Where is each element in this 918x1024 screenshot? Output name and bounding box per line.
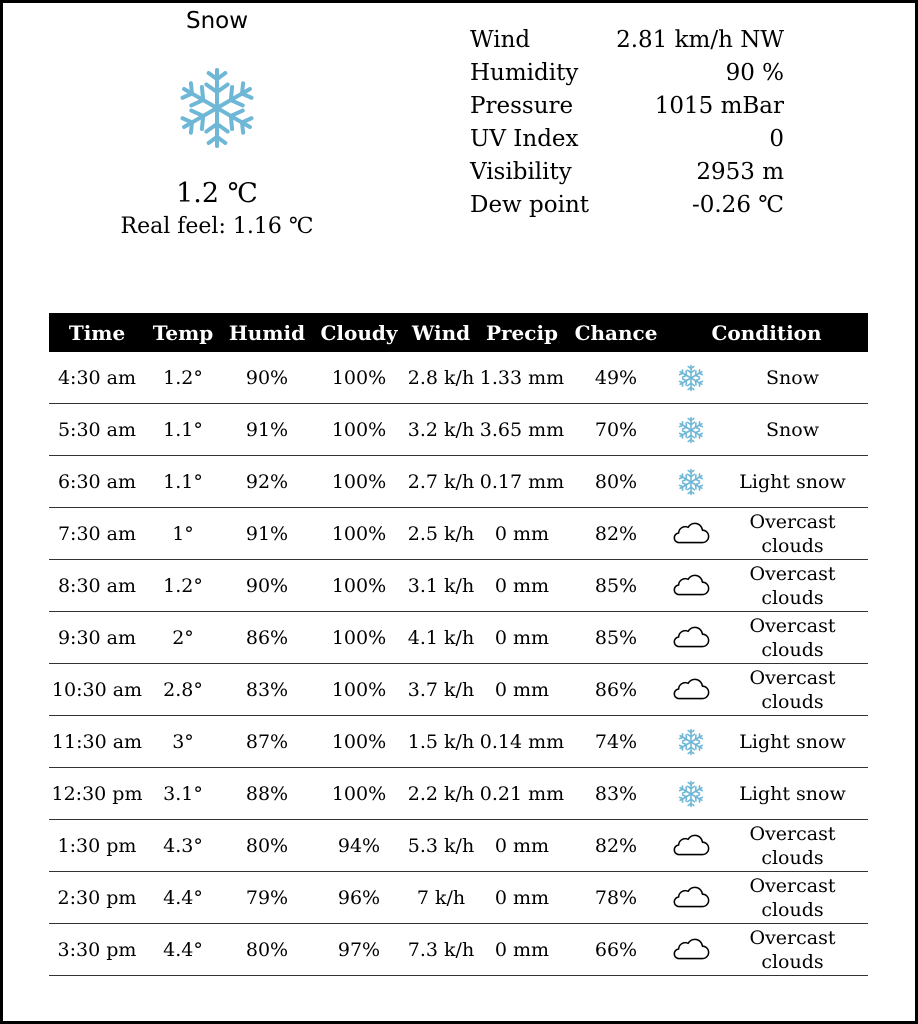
header-precip: Precip	[477, 313, 567, 352]
detail-row-wind	[470, 24, 784, 57]
cloud-icon	[671, 881, 711, 915]
table-row	[49, 404, 868, 456]
cell-icon	[665, 404, 717, 456]
snow-icon	[175, 66, 259, 150]
cell-precip: 0 mm	[477, 664, 567, 716]
cell-precip: 3.65 mm	[477, 404, 567, 456]
cell-icon	[665, 612, 717, 664]
header-time: Time	[49, 313, 145, 352]
detail-label: Dew point	[470, 192, 590, 218]
header-condition: Condition	[665, 313, 868, 352]
cell-cloudy: 100%	[313, 404, 405, 456]
cell-cloudy: 100%	[313, 664, 405, 716]
cell-humid: 80%	[221, 924, 313, 976]
cell-wind: 2.7 k/h	[405, 456, 477, 508]
detail-value: 0	[769, 126, 784, 152]
detail-label: Humidity	[470, 60, 579, 86]
detail-row-pressure	[470, 90, 784, 123]
cell-chance: 78%	[567, 872, 665, 924]
cell-precip: 0 mm	[477, 508, 567, 560]
table-row	[49, 924, 868, 976]
cell-chance: 85%	[567, 560, 665, 612]
header-chance: Chance	[567, 313, 665, 352]
cell-humid: 80%	[221, 820, 313, 872]
hourly-forecast-table	[49, 313, 868, 976]
cell-icon	[665, 456, 717, 508]
cell-temp: 4.3°	[145, 820, 221, 872]
cell-wind: 7 k/h	[405, 872, 477, 924]
cell-cloudy: 100%	[313, 352, 405, 404]
cell-humid: 91%	[221, 404, 313, 456]
table-row	[49, 716, 868, 768]
cell-icon	[665, 924, 717, 976]
cell-precip: 0.17 mm	[477, 456, 567, 508]
details-panel	[470, 24, 784, 222]
header-humid: Humid	[221, 313, 313, 352]
table-row	[49, 612, 868, 664]
cell-chance: 80%	[567, 456, 665, 508]
cell-humid: 90%	[221, 352, 313, 404]
cell-chance: 82%	[567, 820, 665, 872]
cell-chance: 66%	[567, 924, 665, 976]
cell-cloudy: 100%	[313, 508, 405, 560]
cell-condition: Overcast clouds	[717, 612, 868, 664]
cell-icon	[665, 768, 717, 820]
snow-icon	[677, 728, 705, 756]
cell-temp: 1.1°	[145, 456, 221, 508]
cell-condition: Overcast clouds	[717, 508, 868, 560]
cell-precip: 0.21 mm	[477, 768, 567, 820]
cell-chance: 74%	[567, 716, 665, 768]
detail-value: 1015 mBar	[654, 93, 784, 119]
cell-cloudy: 96%	[313, 872, 405, 924]
cell-condition: Light snow	[717, 768, 868, 820]
cell-icon	[665, 872, 717, 924]
cell-time: 10:30 am	[49, 664, 145, 716]
cell-time: 4:30 am	[49, 352, 145, 404]
cell-temp: 3.1°	[145, 768, 221, 820]
cell-humid: 79%	[221, 872, 313, 924]
cell-wind: 2.8 k/h	[405, 352, 477, 404]
cell-wind: 1.5 k/h	[405, 716, 477, 768]
cell-humid: 86%	[221, 612, 313, 664]
cell-humid: 87%	[221, 716, 313, 768]
detail-value: 2953 m	[696, 159, 784, 185]
cell-cloudy: 97%	[313, 924, 405, 976]
cell-cloudy: 94%	[313, 820, 405, 872]
cell-temp: 2°	[145, 612, 221, 664]
cell-cloudy: 100%	[313, 768, 405, 820]
cell-time: 9:30 am	[49, 612, 145, 664]
cell-temp: 1.2°	[145, 560, 221, 612]
cell-chance: 83%	[567, 768, 665, 820]
snow-icon	[677, 364, 705, 392]
cell-time: 11:30 am	[49, 716, 145, 768]
cell-icon	[665, 560, 717, 612]
cell-icon	[665, 352, 717, 404]
table-row	[49, 820, 868, 872]
table-row	[49, 872, 868, 924]
detail-label: Pressure	[470, 93, 574, 119]
detail-row-uv-index	[470, 123, 784, 156]
detail-row-visibility	[470, 156, 784, 189]
cloud-icon	[671, 829, 711, 863]
cloud-icon	[671, 517, 711, 551]
cell-cloudy: 100%	[313, 560, 405, 612]
cell-condition: Overcast clouds	[717, 924, 868, 976]
cell-condition: Overcast clouds	[717, 872, 868, 924]
cell-humid: 88%	[221, 768, 313, 820]
table-row	[49, 768, 868, 820]
table-row	[49, 560, 868, 612]
cell-precip: 1.33 mm	[477, 352, 567, 404]
cell-temp: 4.4°	[145, 924, 221, 976]
cell-temp: 2.8°	[145, 664, 221, 716]
header-temp: Temp	[145, 313, 221, 352]
current-condition-label: Snow	[185, 8, 249, 34]
cell-temp: 1.2°	[145, 352, 221, 404]
header-cloudy: Cloudy	[313, 313, 405, 352]
cell-temp: 3°	[145, 716, 221, 768]
real-feel: Real feel: 1.16 ℃	[120, 214, 314, 239]
table-row	[49, 664, 868, 716]
cell-wind: 7.3 k/h	[405, 924, 477, 976]
current-conditions	[100, 6, 334, 242]
cell-time: 1:30 pm	[49, 820, 145, 872]
cell-humid: 90%	[221, 560, 313, 612]
cell-precip: 0.14 mm	[477, 716, 567, 768]
detail-value: -0.26 ℃	[691, 192, 784, 218]
cell-time: 7:30 am	[49, 508, 145, 560]
cloud-icon	[671, 933, 711, 967]
cell-condition: Snow	[717, 404, 868, 456]
snow-icon	[677, 416, 705, 444]
cell-wind: 2.2 k/h	[405, 768, 477, 820]
detail-label: UV Index	[470, 126, 579, 152]
detail-label: Wind	[470, 27, 531, 53]
cell-wind: 4.1 k/h	[405, 612, 477, 664]
cell-condition: Overcast clouds	[717, 560, 868, 612]
cell-condition: Light snow	[717, 456, 868, 508]
cell-time: 2:30 pm	[49, 872, 145, 924]
cell-wind: 3.2 k/h	[405, 404, 477, 456]
cell-temp: 1°	[145, 508, 221, 560]
cell-condition: Light snow	[717, 716, 868, 768]
cell-time: 6:30 am	[49, 456, 145, 508]
cell-wind: 5.3 k/h	[405, 820, 477, 872]
cell-precip: 0 mm	[477, 924, 567, 976]
cloud-icon	[671, 673, 711, 707]
cell-humid: 92%	[221, 456, 313, 508]
cell-humid: 91%	[221, 508, 313, 560]
cell-precip: 0 mm	[477, 560, 567, 612]
cell-temp: 4.4°	[145, 872, 221, 924]
cloud-icon	[671, 569, 711, 603]
cell-cloudy: 100%	[313, 456, 405, 508]
snow-icon	[677, 780, 705, 808]
detail-row-dew-point	[470, 189, 784, 222]
cell-condition: Overcast clouds	[717, 664, 868, 716]
cell-cloudy: 100%	[313, 612, 405, 664]
cell-chance: 86%	[567, 664, 665, 716]
cell-icon	[665, 820, 717, 872]
cell-wind: 2.5 k/h	[405, 508, 477, 560]
detail-row-humidity	[470, 57, 784, 90]
table-row	[49, 456, 868, 508]
cell-chance: 70%	[567, 404, 665, 456]
cell-precip: 0 mm	[477, 612, 567, 664]
table-row	[49, 352, 868, 404]
cell-chance: 85%	[567, 612, 665, 664]
current-temperature: 1.2 ℃	[176, 178, 258, 209]
cell-time: 12:30 pm	[49, 768, 145, 820]
cell-icon	[665, 508, 717, 560]
cell-wind: 3.7 k/h	[405, 664, 477, 716]
cell-time: 8:30 am	[49, 560, 145, 612]
table-header-row	[49, 313, 868, 352]
cell-chance: 49%	[567, 352, 665, 404]
header-wind: Wind	[405, 313, 477, 352]
table-row	[49, 508, 868, 560]
cell-icon	[665, 716, 717, 768]
cell-condition: Snow	[717, 352, 868, 404]
detail-label: Visibility	[470, 159, 572, 185]
cell-time: 5:30 am	[49, 404, 145, 456]
cell-precip: 0 mm	[477, 872, 567, 924]
cell-chance: 82%	[567, 508, 665, 560]
cell-condition: Overcast clouds	[717, 820, 868, 872]
detail-value: 2.81 km/h NW	[616, 27, 784, 53]
cell-wind: 3.1 k/h	[405, 560, 477, 612]
cell-precip: 0 mm	[477, 820, 567, 872]
snow-icon	[677, 468, 705, 496]
cell-cloudy: 100%	[313, 716, 405, 768]
cloud-icon	[671, 621, 711, 655]
cell-time: 3:30 pm	[49, 924, 145, 976]
cell-temp: 1.1°	[145, 404, 221, 456]
detail-value: 90 %	[725, 60, 784, 86]
cell-icon	[665, 664, 717, 716]
cell-humid: 83%	[221, 664, 313, 716]
